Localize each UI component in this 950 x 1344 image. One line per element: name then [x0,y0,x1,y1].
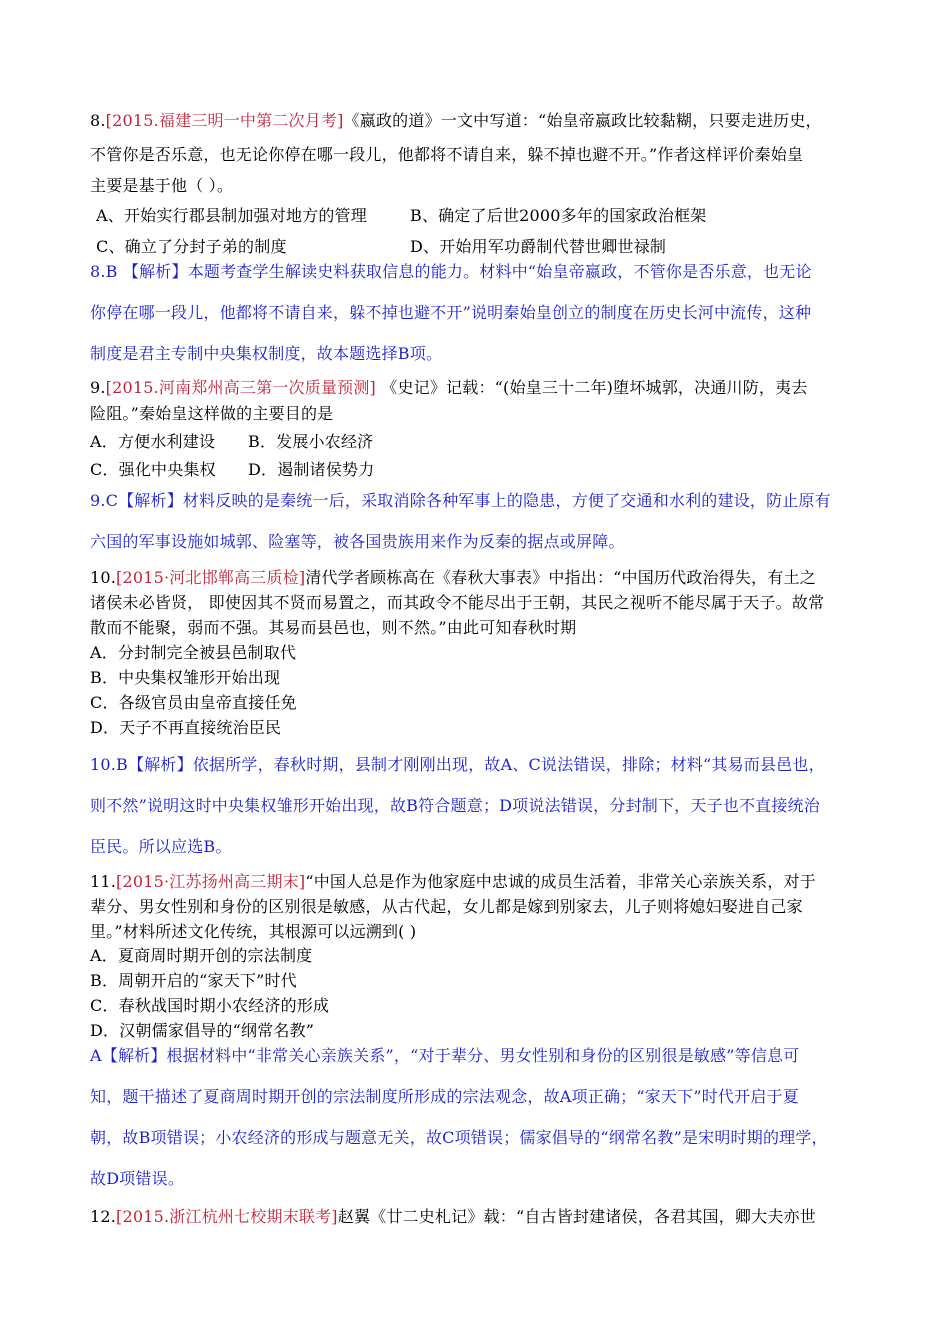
q11-answer-1: A【解析】根据材料中“非常关心亲族关系”，“对于辈分、男女性别和身份的区别很是敏感”等信息可 [90,1046,800,1065]
q8-option-d: D、开始用军功爵制代替世卿世禄制 [410,237,667,256]
q10-stem-1: 清代学者顾栋高在《春秋大事表》中指出：“中国历代政治得失，有土之 [305,568,816,587]
q9-number: 9. [90,378,106,397]
q11-answer-4: 故D项错误。 [90,1169,185,1188]
q8-stem-1: 《嬴政的道》一文中写道：“始皇帝嬴政比较黏糊，只要走进历史， [343,111,822,130]
q11-answer-3: 朝，故B项错误；小农经济的形成与题意无关，故C项错误；儒家倡导的“纲常名教”是宋明时期的理学， [90,1128,828,1147]
q11-option-b: B．周朝开启的“家天下”时代 [90,971,297,990]
q11-line-1 [90,872,816,892]
q11-option-d: D．汉朝儒家倡导的“纲常名教” [90,1021,315,1040]
q8-answer-1: 8.B 【解析】本题考查学生解读史料获取信息的能力。材料中“始皇帝嬴政，不管你是否乐意，也无论 [90,262,812,281]
q9-option-d: D．遏制诸侯势力 [248,460,375,479]
q8-option-a: A、开始实行郡县制加强对地方的管理 [96,206,367,225]
q10-answer-3: 臣民。所以应选B。 [90,837,232,856]
q8-answer-2: 你停在哪一段儿，他都将不请自来，躲不掉也避不开”说明秦始皇创立的制度在历史长河中流传，这种 [90,303,812,322]
q11-number: 11. [90,872,117,891]
q10-number: 10. [90,568,117,587]
q12-source: [2015.浙江杭州七校期末联考] [116,1207,338,1226]
q10-option-b: B．中央集权雏形开始出现 [90,668,281,687]
q10-option-a: A．分封制完全被县邑制取代 [90,643,297,662]
q9-option-b: B．发展小农经济 [248,432,374,451]
q9-answer-2: 六国的军事设施如城郭、险塞等，被各国贵族用来作为反秦的据点或屏障。 [90,532,625,551]
q10-stem-3: 散而不能聚，弱而不强。其易而县邑也，则不然。”由此可知春秋时期 [90,618,577,637]
q10-answer-2: 则不然”说明这时中央集权雏形开始出现，故B符合题意；D项说法错误，分封制下，天子也不直接统治 [90,796,820,815]
q11-stem-1: “中国人总是作为他家庭中忠诚的成员生活着，非常关心亲族关系，对于 [305,872,816,891]
q12-number: 12. [90,1207,117,1226]
q9-option-a: A．方便水利建设 [90,432,216,451]
q9-answer-1: 9.C【解析】材料反映的是秦统一后，采取消除各种军事上的隐患，方便了交通和水利的建设，防止原有 [90,491,831,510]
q11-source: [2015·江苏扬州高三期末] [116,872,306,891]
q11-option-a: A．夏商周时期开创的宗法制度 [90,946,313,965]
q8-answer-3: 制度是君主专制中央集权制度，故本题选择B项。 [90,344,443,363]
q8-stem-2: 不管你是否乐意，也无论你停在哪一段儿，他都将不请自来，躲不掉也避不开。”作者这样评价秦始皇 [90,145,804,164]
q10-line-1 [90,568,816,588]
q10-source: [2015·河北邯郸高三质检] [116,568,306,587]
q11-answer-2: 知，题干描述了夏商周时期开创的宗法制度所形成的宗法观念，故A项正确；“家天下”时代开启于夏 [90,1087,799,1106]
q10-stem-2: 诸侯未必皆贤， 即使因其不贤而易置之，而其政令不能尽出于王朝，其民之视听不能尽属于天子。故常 [90,593,825,612]
q11-stem-2: 辈分、男女性别和身份的区别很是敏感，从古代起，女儿都是嫁到别家去，儿子则将媳妇娶进自己家 [90,897,803,916]
q10-answer-1: 10.B【解析】依据所学，春秋时期，县制才刚刚出现，故A、C说法错误，排除；材料“其易而县邑也， [90,755,825,774]
q12-line-1 [90,1207,816,1227]
q9-line-1 [90,378,808,398]
q9-source: [2015.河南郑州高三第一次质量预测] [105,378,376,397]
q9-option-c: C．强化中央集权 [90,460,216,479]
q9-stem-2: 险阻。”秦始皇这样做的主要目的是 [90,404,334,423]
q10-option-d: D．天子不再直接统治臣民 [90,718,282,737]
q8-source: [2015.福建三明一中第二次月考] [105,111,344,130]
q12-stem-1: 赵翼《廿二史札记》载：“自古皆封建诸侯，各君其国，卿大夫亦世 [337,1207,816,1226]
q8-option-c: C、确立了分封子弟的制度 [96,237,287,256]
q11-stem-3: 里。”材料所述文化传统，其根源可以远溯到( ) [90,922,417,941]
q9-stem-1: 《史记》记载：“(始皇三十二年)堕坏城郭，决通川防，夷去 [375,378,808,397]
q10-option-c: C．各级官员由皇帝直接任免 [90,693,297,712]
q8-line-1 [90,111,822,131]
q8-number: 8. [90,111,106,130]
q8-option-b: B、确定了后世2000多年的国家政治框架 [410,206,707,225]
q8-stem-3: 主要是基于他（ ）。 [90,176,234,195]
q11-option-c: C．春秋战国时期小农经济的形成 [90,996,330,1015]
